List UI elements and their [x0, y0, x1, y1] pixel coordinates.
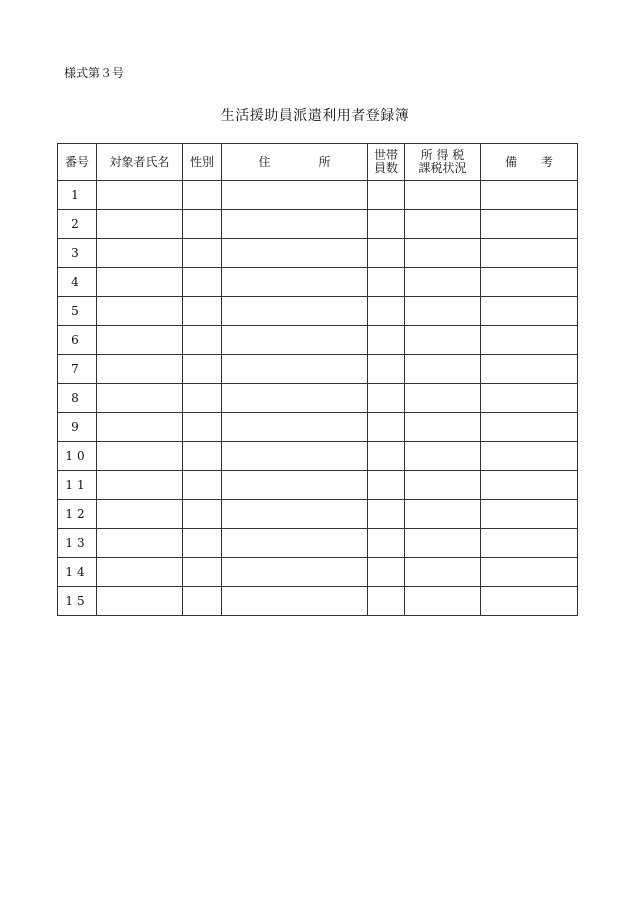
table-row: [58, 558, 578, 587]
row-number: 3: [58, 239, 97, 268]
form-number: 様式第３号: [64, 66, 125, 80]
household-size-cell[interactable]: [368, 529, 405, 558]
address-cell[interactable]: [222, 297, 368, 326]
gender-cell[interactable]: [183, 239, 222, 268]
header-tax-line2: 課税状況: [418, 161, 467, 175]
remarks-cell[interactable]: [481, 471, 578, 500]
header-address: 住 所: [222, 144, 368, 181]
tax-status-cell[interactable]: [405, 210, 481, 239]
household-size-cell[interactable]: [368, 471, 405, 500]
row-number: 8: [58, 384, 97, 413]
name-cell[interactable]: [97, 181, 183, 210]
household-size-cell[interactable]: [368, 210, 405, 239]
remarks-cell[interactable]: [481, 384, 578, 413]
name-cell[interactable]: [97, 355, 183, 384]
table-header-row: [58, 144, 578, 181]
tax-status-cell[interactable]: [405, 413, 481, 442]
row-number: 12: [58, 500, 97, 529]
tax-status-cell[interactable]: [405, 587, 481, 616]
address-cell[interactable]: [222, 239, 368, 268]
gender-cell[interactable]: [183, 268, 222, 297]
table-row: [58, 268, 578, 297]
name-cell[interactable]: [97, 268, 183, 297]
remarks-cell[interactable]: [481, 355, 578, 384]
table-row: [58, 355, 578, 384]
gender-cell[interactable]: [183, 384, 222, 413]
row-number: 5: [58, 297, 97, 326]
table-body: [58, 181, 578, 616]
header-gender: 性別: [183, 144, 222, 181]
tax-status-cell[interactable]: [405, 558, 481, 587]
name-cell[interactable]: [97, 326, 183, 355]
table-row: [58, 413, 578, 442]
address-cell[interactable]: [222, 500, 368, 529]
row-number: 4: [58, 268, 97, 297]
remarks-cell[interactable]: [481, 326, 578, 355]
row-number: 2: [58, 210, 97, 239]
household-size-cell[interactable]: [368, 558, 405, 587]
row-number: 14: [58, 558, 97, 587]
gender-cell[interactable]: [183, 500, 222, 529]
name-cell[interactable]: [97, 297, 183, 326]
tax-status-cell[interactable]: [405, 500, 481, 529]
address-cell[interactable]: [222, 558, 368, 587]
remarks-cell[interactable]: [481, 268, 578, 297]
tax-status-cell[interactable]: [405, 442, 481, 471]
household-size-cell[interactable]: [368, 442, 405, 471]
remarks-cell[interactable]: [481, 210, 578, 239]
header-name: 対象者氏名: [97, 144, 183, 181]
tax-status-cell[interactable]: [405, 326, 481, 355]
address-cell[interactable]: [222, 210, 368, 239]
header-remarks: 備 考: [481, 144, 578, 181]
remarks-cell[interactable]: [481, 297, 578, 326]
gender-cell[interactable]: [183, 587, 222, 616]
tax-status-cell[interactable]: [405, 529, 481, 558]
gender-cell[interactable]: [183, 529, 222, 558]
gender-cell[interactable]: [183, 181, 222, 210]
table-row: [58, 210, 578, 239]
gender-cell[interactable]: [183, 210, 222, 239]
row-number: 9: [58, 413, 97, 442]
header-household-line1: 世帯: [373, 148, 398, 162]
row-number: 11: [58, 471, 97, 500]
remarks-cell[interactable]: [481, 413, 578, 442]
household-size-cell[interactable]: [368, 239, 405, 268]
remarks-cell[interactable]: [481, 529, 578, 558]
tax-status-cell[interactable]: [405, 297, 481, 326]
header-number: 番号: [58, 144, 97, 181]
tax-status-cell[interactable]: [405, 384, 481, 413]
row-number: 15: [58, 587, 97, 616]
gender-cell[interactable]: [183, 413, 222, 442]
remarks-cell[interactable]: [481, 442, 578, 471]
gender-cell[interactable]: [183, 471, 222, 500]
name-cell[interactable]: [97, 239, 183, 268]
tax-status-cell[interactable]: [405, 181, 481, 210]
address-cell[interactable]: [222, 471, 368, 500]
name-cell[interactable]: [97, 384, 183, 413]
row-number: 6: [58, 326, 97, 355]
table-row: [58, 239, 578, 268]
table-row: [58, 297, 578, 326]
name-cell[interactable]: [97, 471, 183, 500]
name-cell[interactable]: [97, 529, 183, 558]
row-number: 7: [58, 355, 97, 384]
remarks-cell[interactable]: [481, 181, 578, 210]
table-row: [58, 500, 578, 529]
tax-status-cell[interactable]: [405, 471, 481, 500]
table-row: [58, 442, 578, 471]
remarks-cell[interactable]: [481, 558, 578, 587]
name-cell[interactable]: [97, 442, 183, 471]
gender-cell[interactable]: [183, 297, 222, 326]
name-cell[interactable]: [97, 210, 183, 239]
tax-status-cell[interactable]: [405, 268, 481, 297]
household-size-cell[interactable]: [368, 297, 405, 326]
household-size-cell[interactable]: [368, 326, 405, 355]
header-tax-line1: 所 得 税: [420, 148, 465, 162]
header-household-size: [368, 144, 405, 181]
gender-cell[interactable]: [183, 326, 222, 355]
name-cell[interactable]: [97, 413, 183, 442]
name-cell[interactable]: [97, 558, 183, 587]
header-household-line2: 員数: [373, 161, 398, 175]
remarks-cell[interactable]: [481, 500, 578, 529]
row-number: 1: [58, 181, 97, 210]
row-number: 10: [58, 442, 97, 471]
table-row: [58, 384, 578, 413]
address-cell[interactable]: [222, 355, 368, 384]
table-row: [58, 326, 578, 355]
gender-cell[interactable]: [183, 558, 222, 587]
tax-status-cell[interactable]: [405, 239, 481, 268]
address-cell[interactable]: [222, 326, 368, 355]
row-number: 13: [58, 529, 97, 558]
remarks-cell[interactable]: [481, 239, 578, 268]
address-cell[interactable]: [222, 587, 368, 616]
user-register-table: [57, 143, 578, 616]
household-size-cell[interactable]: [368, 413, 405, 442]
remarks-cell[interactable]: [481, 587, 578, 616]
household-size-cell[interactable]: [368, 268, 405, 297]
household-size-cell[interactable]: [368, 384, 405, 413]
document-title: 生活援助員派遣利用者登録簿: [220, 108, 410, 124]
gender-cell[interactable]: [183, 442, 222, 471]
address-cell[interactable]: [222, 181, 368, 210]
address-cell[interactable]: [222, 529, 368, 558]
table-row: [58, 471, 578, 500]
household-size-cell[interactable]: [368, 355, 405, 384]
household-size-cell[interactable]: [368, 500, 405, 529]
address-cell[interactable]: [222, 413, 368, 442]
name-cell[interactable]: [97, 587, 183, 616]
household-size-cell[interactable]: [368, 587, 405, 616]
table-row: [58, 181, 578, 210]
address-cell[interactable]: [222, 268, 368, 297]
header-income-tax-status: [405, 144, 481, 181]
name-cell[interactable]: [97, 500, 183, 529]
tax-status-cell[interactable]: [405, 355, 481, 384]
table-row: [58, 587, 578, 616]
gender-cell[interactable]: [183, 355, 222, 384]
address-cell[interactable]: [222, 442, 368, 471]
address-cell[interactable]: [222, 384, 368, 413]
table-row: [58, 529, 578, 558]
household-size-cell[interactable]: [368, 181, 405, 210]
